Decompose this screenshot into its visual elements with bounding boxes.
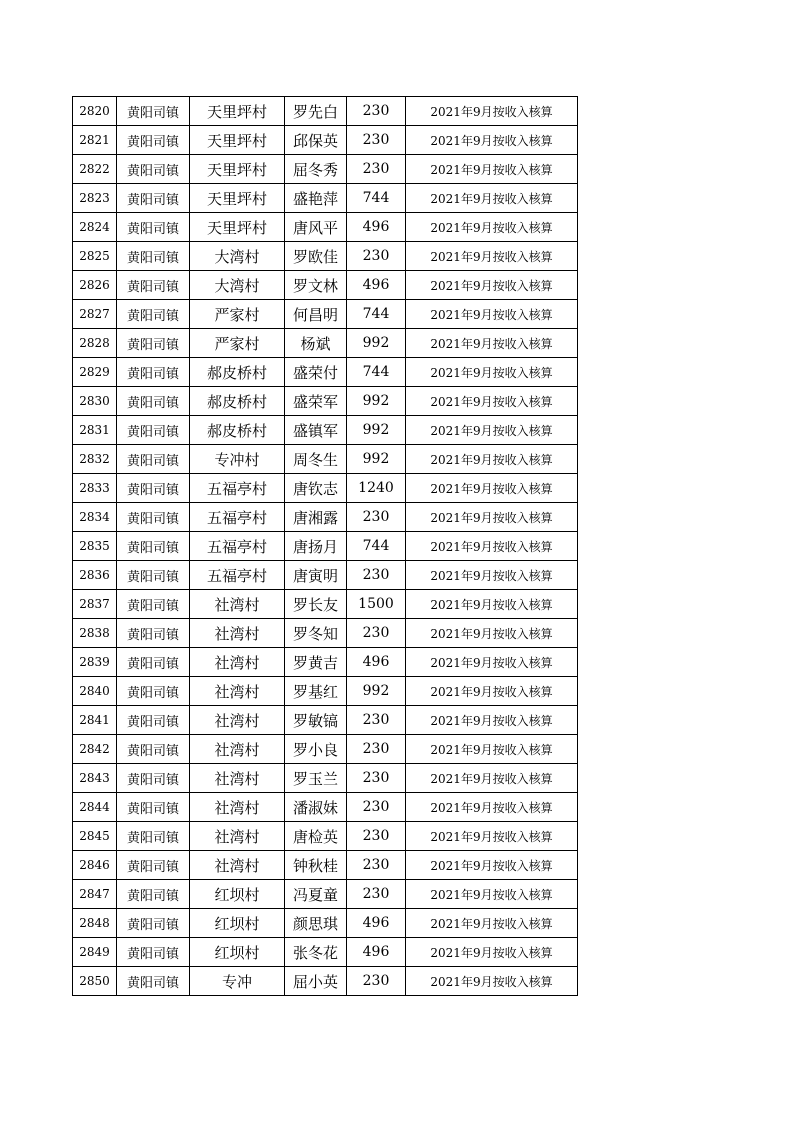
table-row [73, 97, 578, 126]
cell-number: 2830 [73, 387, 117, 416]
cell-number: 2825 [73, 242, 117, 271]
cell-town: 黄阳司镇 [117, 387, 190, 416]
cell-person-name: 唐扬月 [285, 532, 347, 561]
table-row [73, 706, 578, 735]
cell-person-name: 屈小英 [285, 967, 347, 996]
cell-town: 黄阳司镇 [117, 764, 190, 793]
cell-town: 黄阳司镇 [117, 271, 190, 300]
cell-person-name: 罗黄吉 [285, 648, 347, 677]
cell-note: 2021年9月按收入核算 [406, 764, 578, 793]
cell-number: 2841 [73, 706, 117, 735]
table-row [73, 184, 578, 213]
cell-person-name: 罗基红 [285, 677, 347, 706]
cell-number: 2822 [73, 155, 117, 184]
data-table [72, 96, 578, 996]
cell-note: 2021年9月按收入核算 [406, 126, 578, 155]
cell-town: 黄阳司镇 [117, 619, 190, 648]
cell-village: 社湾村 [190, 851, 285, 880]
cell-village: 社湾村 [190, 793, 285, 822]
cell-note: 2021年9月按收入核算 [406, 648, 578, 677]
cell-person-name: 罗敏镐 [285, 706, 347, 735]
cell-person-name: 唐寅明 [285, 561, 347, 590]
table-row [73, 271, 578, 300]
cell-town: 黄阳司镇 [117, 358, 190, 387]
cell-town: 黄阳司镇 [117, 822, 190, 851]
cell-village: 社湾村 [190, 648, 285, 677]
cell-note: 2021年9月按收入核算 [406, 938, 578, 967]
cell-number: 2844 [73, 793, 117, 822]
cell-note: 2021年9月按收入核算 [406, 97, 578, 126]
cell-number: 2836 [73, 561, 117, 590]
cell-note: 2021年9月按收入核算 [406, 619, 578, 648]
cell-town: 黄阳司镇 [117, 938, 190, 967]
cell-note: 2021年9月按收入核算 [406, 706, 578, 735]
table-row [73, 619, 578, 648]
cell-amount: 230 [347, 735, 406, 764]
table-row [73, 764, 578, 793]
cell-village: 天里坪村 [190, 97, 285, 126]
cell-note: 2021年9月按收入核算 [406, 474, 578, 503]
cell-note: 2021年9月按收入核算 [406, 880, 578, 909]
cell-note: 2021年9月按收入核算 [406, 735, 578, 764]
cell-village: 郝皮桥村 [190, 387, 285, 416]
cell-number: 2839 [73, 648, 117, 677]
cell-town: 黄阳司镇 [117, 300, 190, 329]
cell-village: 天里坪村 [190, 155, 285, 184]
cell-village: 天里坪村 [190, 184, 285, 213]
cell-number: 2826 [73, 271, 117, 300]
cell-person-name: 潘淑妹 [285, 793, 347, 822]
cell-number: 2837 [73, 590, 117, 619]
cell-person-name: 罗小良 [285, 735, 347, 764]
cell-amount: 230 [347, 880, 406, 909]
cell-town: 黄阳司镇 [117, 851, 190, 880]
cell-town: 黄阳司镇 [117, 706, 190, 735]
cell-person-name: 何昌明 [285, 300, 347, 329]
cell-person-name: 冯夏童 [285, 880, 347, 909]
table-row [73, 503, 578, 532]
cell-village: 五福亭村 [190, 503, 285, 532]
table-row [73, 851, 578, 880]
cell-person-name: 盛荣军 [285, 387, 347, 416]
table-row [73, 909, 578, 938]
cell-town: 黄阳司镇 [117, 329, 190, 358]
cell-town: 黄阳司镇 [117, 97, 190, 126]
table-row [73, 561, 578, 590]
cell-note: 2021年9月按收入核算 [406, 532, 578, 561]
cell-amount: 992 [347, 677, 406, 706]
cell-number: 2831 [73, 416, 117, 445]
cell-person-name: 钟秋桂 [285, 851, 347, 880]
cell-person-name: 罗玉兰 [285, 764, 347, 793]
cell-note: 2021年9月按收入核算 [406, 300, 578, 329]
cell-number: 2821 [73, 126, 117, 155]
cell-town: 黄阳司镇 [117, 793, 190, 822]
cell-amount: 230 [347, 822, 406, 851]
cell-amount: 230 [347, 503, 406, 532]
cell-note: 2021年9月按收入核算 [406, 590, 578, 619]
cell-person-name: 颜思琪 [285, 909, 347, 938]
cell-note: 2021年9月按收入核算 [406, 561, 578, 590]
cell-number: 2834 [73, 503, 117, 532]
cell-note: 2021年9月按收入核算 [406, 503, 578, 532]
cell-amount: 1500 [347, 590, 406, 619]
table-row [73, 242, 578, 271]
cell-note: 2021年9月按收入核算 [406, 445, 578, 474]
cell-amount: 230 [347, 967, 406, 996]
cell-town: 黄阳司镇 [117, 909, 190, 938]
cell-town: 黄阳司镇 [117, 213, 190, 242]
cell-number: 2842 [73, 735, 117, 764]
cell-town: 黄阳司镇 [117, 474, 190, 503]
cell-note: 2021年9月按收入核算 [406, 155, 578, 184]
cell-village: 五福亭村 [190, 561, 285, 590]
cell-town: 黄阳司镇 [117, 677, 190, 706]
cell-note: 2021年9月按收入核算 [406, 967, 578, 996]
cell-amount: 496 [347, 213, 406, 242]
table-row [73, 155, 578, 184]
table-row [73, 822, 578, 851]
cell-village: 专冲 [190, 967, 285, 996]
cell-village: 五福亭村 [190, 532, 285, 561]
cell-note: 2021年9月按收入核算 [406, 184, 578, 213]
cell-number: 2848 [73, 909, 117, 938]
cell-town: 黄阳司镇 [117, 648, 190, 677]
cell-town: 黄阳司镇 [117, 967, 190, 996]
cell-town: 黄阳司镇 [117, 184, 190, 213]
cell-person-name: 杨斌 [285, 329, 347, 358]
cell-amount: 992 [347, 416, 406, 445]
cell-amount: 496 [347, 909, 406, 938]
cell-number: 2850 [73, 967, 117, 996]
cell-village: 严家村 [190, 300, 285, 329]
cell-note: 2021年9月按收入核算 [406, 329, 578, 358]
table-row [73, 648, 578, 677]
cell-town: 黄阳司镇 [117, 416, 190, 445]
cell-number: 2827 [73, 300, 117, 329]
cell-amount: 230 [347, 242, 406, 271]
cell-amount: 1240 [347, 474, 406, 503]
table-row [73, 474, 578, 503]
cell-person-name: 张冬花 [285, 938, 347, 967]
cell-person-name: 唐风平 [285, 213, 347, 242]
cell-note: 2021年9月按收入核算 [406, 242, 578, 271]
cell-note: 2021年9月按收入核算 [406, 358, 578, 387]
cell-number: 2835 [73, 532, 117, 561]
cell-number: 2832 [73, 445, 117, 474]
cell-village: 社湾村 [190, 590, 285, 619]
cell-amount: 230 [347, 619, 406, 648]
table-row [73, 300, 578, 329]
cell-village: 严家村 [190, 329, 285, 358]
cell-village: 大湾村 [190, 242, 285, 271]
cell-village: 红坝村 [190, 938, 285, 967]
table-row [73, 387, 578, 416]
table-row [73, 416, 578, 445]
cell-amount: 744 [347, 358, 406, 387]
cell-town: 黄阳司镇 [117, 735, 190, 764]
cell-village: 社湾村 [190, 619, 285, 648]
cell-village: 五福亭村 [190, 474, 285, 503]
cell-town: 黄阳司镇 [117, 532, 190, 561]
table-row [73, 938, 578, 967]
cell-person-name: 盛镇军 [285, 416, 347, 445]
cell-town: 黄阳司镇 [117, 155, 190, 184]
table-row [73, 358, 578, 387]
cell-amount: 230 [347, 155, 406, 184]
table-row [73, 735, 578, 764]
cell-person-name: 罗欧佳 [285, 242, 347, 271]
cell-amount: 230 [347, 764, 406, 793]
cell-village: 红坝村 [190, 880, 285, 909]
table-body [73, 97, 578, 996]
cell-village: 天里坪村 [190, 213, 285, 242]
table-row [73, 880, 578, 909]
cell-village: 大湾村 [190, 271, 285, 300]
cell-person-name: 罗冬知 [285, 619, 347, 648]
cell-person-name: 罗先白 [285, 97, 347, 126]
cell-town: 黄阳司镇 [117, 561, 190, 590]
cell-person-name: 唐湘露 [285, 503, 347, 532]
cell-note: 2021年9月按收入核算 [406, 793, 578, 822]
cell-amount: 496 [347, 938, 406, 967]
cell-number: 2846 [73, 851, 117, 880]
cell-number: 2847 [73, 880, 117, 909]
table-row [73, 967, 578, 996]
cell-amount: 230 [347, 793, 406, 822]
cell-amount: 230 [347, 706, 406, 735]
cell-number: 2833 [73, 474, 117, 503]
cell-number: 2823 [73, 184, 117, 213]
cell-amount: 744 [347, 300, 406, 329]
cell-amount: 744 [347, 532, 406, 561]
cell-village: 社湾村 [190, 822, 285, 851]
table-row [73, 213, 578, 242]
cell-number: 2829 [73, 358, 117, 387]
cell-number: 2820 [73, 97, 117, 126]
cell-note: 2021年9月按收入核算 [406, 213, 578, 242]
cell-town: 黄阳司镇 [117, 242, 190, 271]
cell-village: 红坝村 [190, 909, 285, 938]
cell-note: 2021年9月按收入核算 [406, 387, 578, 416]
table-row [73, 590, 578, 619]
cell-amount: 496 [347, 648, 406, 677]
cell-person-name: 周冬生 [285, 445, 347, 474]
cell-village: 天里坪村 [190, 126, 285, 155]
cell-village: 郝皮桥村 [190, 416, 285, 445]
cell-town: 黄阳司镇 [117, 590, 190, 619]
cell-note: 2021年9月按收入核算 [406, 271, 578, 300]
table-row [73, 677, 578, 706]
cell-person-name: 罗文林 [285, 271, 347, 300]
cell-town: 黄阳司镇 [117, 445, 190, 474]
cell-note: 2021年9月按收入核算 [406, 677, 578, 706]
cell-town: 黄阳司镇 [117, 503, 190, 532]
cell-amount: 230 [347, 97, 406, 126]
cell-number: 2845 [73, 822, 117, 851]
cell-note: 2021年9月按收入核算 [406, 851, 578, 880]
cell-town: 黄阳司镇 [117, 880, 190, 909]
table-row [73, 126, 578, 155]
cell-person-name: 盛艳萍 [285, 184, 347, 213]
cell-person-name: 屈冬秀 [285, 155, 347, 184]
cell-amount: 230 [347, 126, 406, 155]
table-row [73, 793, 578, 822]
cell-person-name: 邱保英 [285, 126, 347, 155]
cell-amount: 496 [347, 271, 406, 300]
cell-village: 社湾村 [190, 764, 285, 793]
table-row [73, 445, 578, 474]
cell-amount: 992 [347, 329, 406, 358]
cell-amount: 230 [347, 561, 406, 590]
cell-number: 2843 [73, 764, 117, 793]
cell-note: 2021年9月按收入核算 [406, 416, 578, 445]
cell-note: 2021年9月按收入核算 [406, 909, 578, 938]
table-row [73, 329, 578, 358]
cell-amount: 992 [347, 387, 406, 416]
cell-number: 2824 [73, 213, 117, 242]
cell-person-name: 盛荣付 [285, 358, 347, 387]
cell-amount: 230 [347, 851, 406, 880]
cell-village: 郝皮桥村 [190, 358, 285, 387]
cell-number: 2840 [73, 677, 117, 706]
cell-person-name: 唐检英 [285, 822, 347, 851]
cell-town: 黄阳司镇 [117, 126, 190, 155]
cell-number: 2849 [73, 938, 117, 967]
cell-number: 2828 [73, 329, 117, 358]
cell-amount: 992 [347, 445, 406, 474]
cell-note: 2021年9月按收入核算 [406, 822, 578, 851]
cell-number: 2838 [73, 619, 117, 648]
cell-amount: 744 [347, 184, 406, 213]
cell-village: 社湾村 [190, 735, 285, 764]
cell-person-name: 罗长友 [285, 590, 347, 619]
cell-person-name: 唐钦志 [285, 474, 347, 503]
cell-village: 社湾村 [190, 677, 285, 706]
cell-village: 专冲村 [190, 445, 285, 474]
table-row [73, 532, 578, 561]
cell-village: 社湾村 [190, 706, 285, 735]
